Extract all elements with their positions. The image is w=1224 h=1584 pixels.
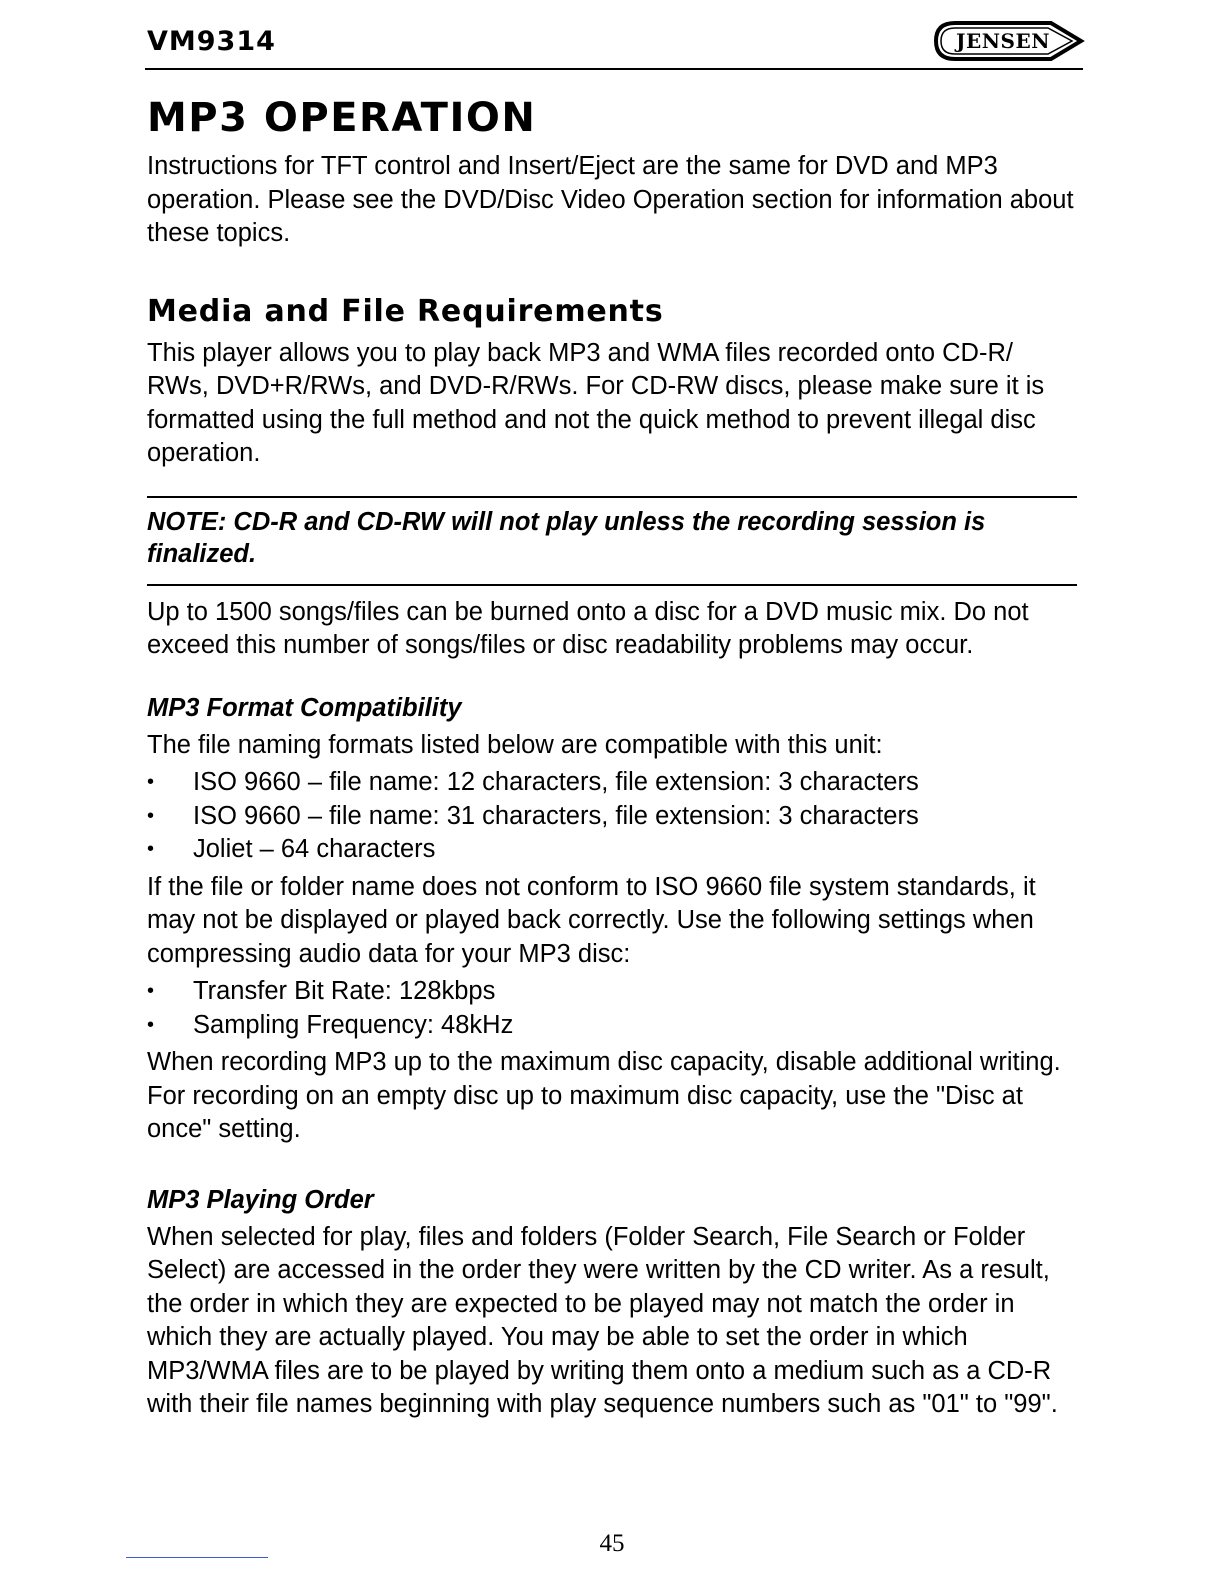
model-number: VM9314	[147, 26, 276, 57]
bullet: •	[147, 980, 155, 1002]
song-limit-paragraph: Up to 1500 songs/files can be burned onto a disc for a DVD music mix. Do not exceed this number of songs/files or disc readability problems may occur.	[147, 597, 1029, 659]
bullet: •	[147, 838, 155, 860]
list-item-text: Transfer Bit Rate: 128kbps	[193, 977, 496, 1005]
page-header	[145, 20, 1083, 70]
list-item	[147, 1009, 1077, 1043]
bullet: •	[147, 771, 155, 793]
playing-order-paragraph: When selected for play, files and folders (Folder Search, File Search or Folder Select) are accessed in the order they were written by the CD writer. As a result, the order in which they are expected to be played may not match the order in which they are actually played. You may be able to set the order in which MP3/WMA files are to be played by writing them onto a medium such as a CD-R with their file names beginning with play sequence numbers such as "01" to "99".	[147, 1222, 1058, 1418]
list-item-text: Sampling Frequency: 48kHz	[193, 1010, 514, 1039]
recording-paragraph: When recording MP3 up to the maximum disc capacity, disable additional writing. For recording on an empty disc up to maximum disc capacity, use the "Disc at once" setting.	[147, 1048, 1061, 1143]
conformance-paragraph: If the file or folder name does not conform to ISO 9660 file system standards, it may not be displayed or played back correctly. Use the following settings when compressing audio data for your MP3 disc:	[147, 872, 1036, 968]
list-item-text: ISO 9660 – file name: 31 characters, file extension: 3 characters	[193, 801, 919, 830]
format-subheading: MP3 Format Compatibility	[147, 693, 462, 722]
list-item-text: ISO 9660 – file name: 12 characters, file extension: 3 characters	[193, 768, 919, 796]
note-text: NOTE: CD-R and CD-RW will not play unless the recording session is finalized.	[147, 507, 986, 568]
note-box	[147, 496, 1077, 586]
bullet: •	[147, 804, 155, 827]
playing-order-subheading: MP3 Playing Order	[147, 1185, 374, 1214]
jensen-logo	[933, 20, 1085, 62]
page-number: 45	[599, 1530, 625, 1557]
format-list	[147, 766, 1077, 867]
footer-rule	[126, 1557, 268, 1558]
list-item	[147, 975, 1077, 1009]
media-section-title: Media and File Requirements	[147, 293, 664, 329]
format-lead: The file naming formats listed below are compatible with this unit:	[147, 730, 883, 759]
media-paragraph: This player allows you to play back MP3 and WMA files recorded onto CD-R/ RWs, DVD+R/RWs, and DVD-R/RWs. For CD-RW discs, please make sure it is formatted using the full method and not the quick method to prevent illegal disc operation.	[147, 338, 1045, 467]
bullet: •	[147, 1013, 155, 1036]
settings-list	[147, 975, 1077, 1042]
list-item	[147, 833, 1077, 867]
list-item	[147, 766, 1077, 800]
intro-paragraph: Instructions for TFT control and Insert/Eject are the same for DVD and MP3 operation. Please see the DVD/Disc Video Operation section for information about these topics.	[147, 152, 1074, 247]
list-item	[147, 800, 1077, 834]
page-content	[147, 92, 1077, 1422]
list-item-text: Joliet – 64 characters	[193, 835, 436, 863]
logo-text: JENSEN	[956, 29, 1050, 53]
page-title: MP3 OPERATION	[147, 95, 537, 141]
